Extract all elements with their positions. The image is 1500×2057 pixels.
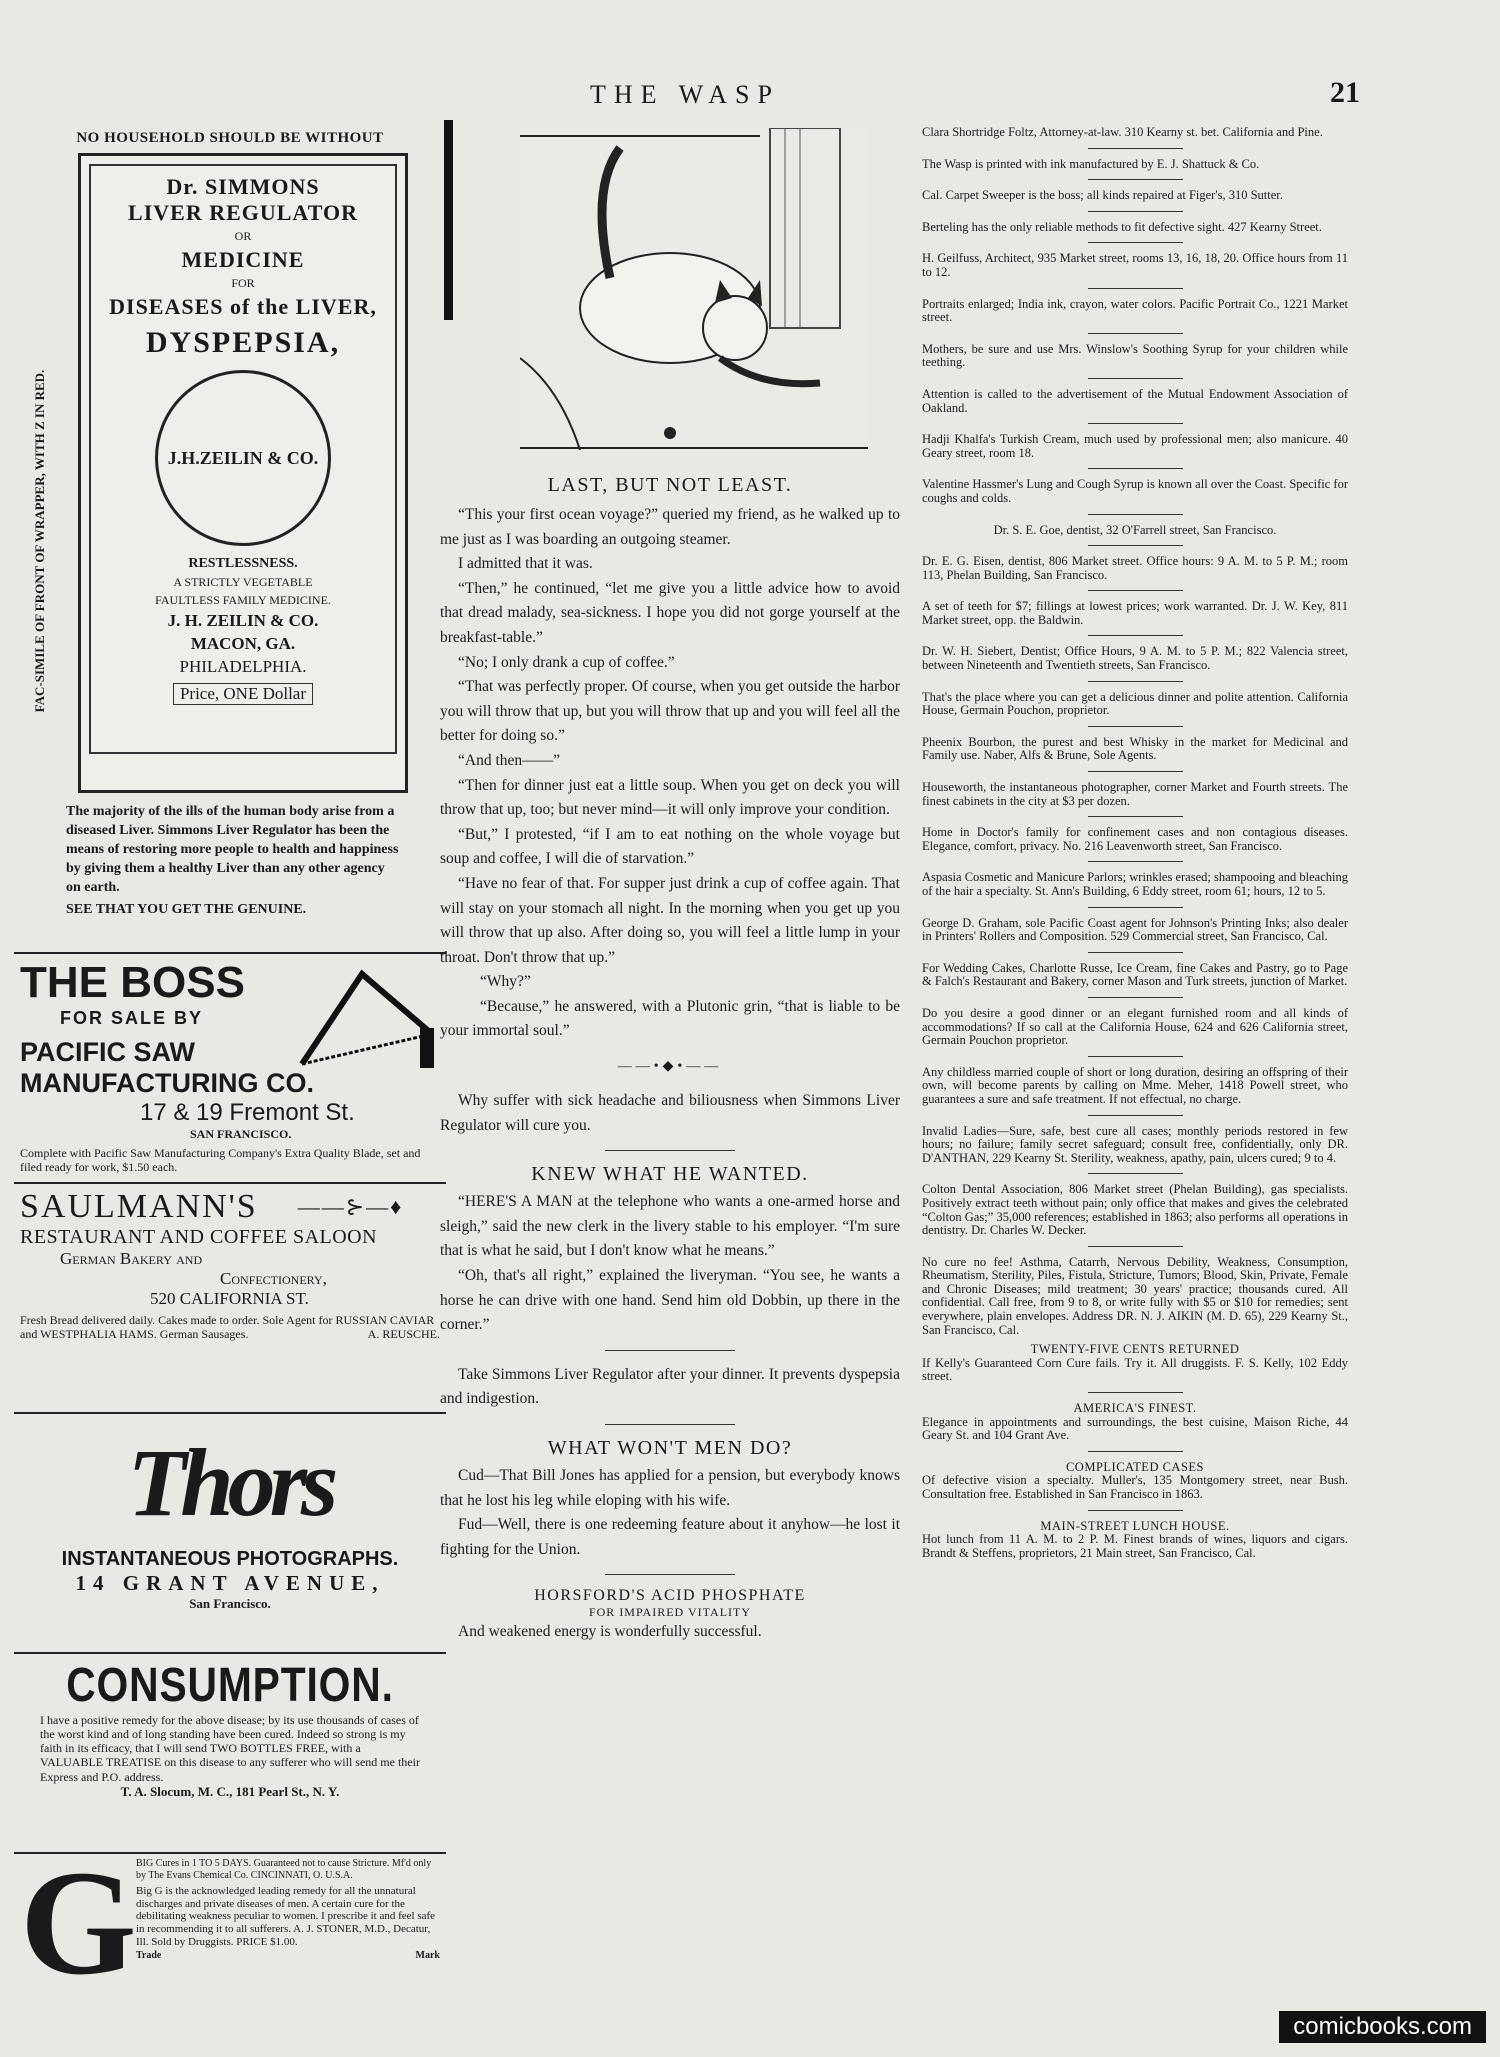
divider xyxy=(1088,423,1183,424)
story1-paragraph: “Because,” he answered, with a Plutonic grin, “that is liable to be your immortal soul.” xyxy=(440,997,900,1040)
divider xyxy=(1088,1246,1183,1247)
simmons-package-illustration xyxy=(78,153,408,793)
genuine-notice: SEE THAT YOU GET THE GENUINE. xyxy=(66,902,307,918)
divider xyxy=(1088,378,1183,379)
classified-item: Attention is called to the advertisement of the Mutual Endowment Association of Oakland. xyxy=(922,386,1348,415)
classified-item: Dr. W. H. Siebert, Dentist; Office Hours, 9 A. M. to 5 P. M.; 822 Valencia street, between Nineteenth and Twentieth streets, San Francisco. xyxy=(922,644,1348,673)
big-g-ad xyxy=(14,1840,446,2024)
page-number: 21 xyxy=(1330,76,1360,109)
box-lower: RESTLESSNESS. xyxy=(188,556,298,571)
classified-item: Hot lunch from 11 A. M. to 2 P. M. Finest brands of wines, liquors and cigars. Brandt & Steffens, proprietors, 21 Main street, San Francisco, Cal. xyxy=(922,1532,1348,1560)
box-line: FOR xyxy=(231,276,255,290)
story1-paragraph: “That was perfectly proper. Of course, when you get outside the harbor you will throw that up, but you will throw that up and you will feel all the better for doing so.” xyxy=(440,678,900,745)
simmons-side-text: FAC-SIMILE OF FRONT OF WRAPPER, WITH Z IN RED. xyxy=(32,369,47,713)
thors-line1: INSTANTANEOUS PHOTOGRAPHS. xyxy=(61,1548,399,1570)
divider xyxy=(1088,211,1183,212)
center-column xyxy=(440,126,900,1986)
box-lower: J. H. ZEILIN & CO. xyxy=(167,611,319,630)
big-g-text xyxy=(130,1858,440,2020)
story1-paragraph: I admitted that it was. xyxy=(458,555,593,573)
classified-item: Aspasia Cosmetic and Manicure Parlors; wrinkles erased; shampooing and bleaching of the hair a specialty. St. Ann's Building, 6 Eddy street, room 61; hours, 12 to 5. xyxy=(922,870,1348,898)
divider xyxy=(605,1350,735,1351)
classified-heading: MAIN-STREET LUNCH HOUSE. xyxy=(1040,1518,1230,1533)
box-lower: FAULTLESS FAMILY MEDICINE. xyxy=(155,593,331,607)
classified-item: The Wasp is printed with ink manufactured by E. J. Shattuck & Co. xyxy=(922,156,1260,171)
classified-column xyxy=(922,126,1348,1986)
divider xyxy=(1088,590,1183,591)
classified-item: Colton Dental Association, 806 Market street (Phelan Building), gas specialists. Positively extract teeth without pain; only office that makes and gives the celebrated “Colton Gas;” 35,000 references; established in 1863; also performs all operations in dentistry. Dr. Charles W. Decker. xyxy=(922,1182,1348,1238)
simmons-description: The majority of the ills of the human body arise from a diseased Liver. Simmons Liver Regulator has been the means of restoring more people to health and happiness by giving them a healthy Liver than any other agency on earth. SEE THAT YOU GET THE GENUINE. xyxy=(20,793,440,924)
regulator-seal: J.H.ZEILIN & CO. xyxy=(155,370,331,546)
horsford-sub: FOR IMPAIRED VITALITY xyxy=(588,1605,752,1620)
saulmann-line2: Confectionery, xyxy=(220,1269,327,1288)
classified-item: Berteling has the only reliable methods to fit defective sight. 427 Kearny Street. xyxy=(922,219,1322,234)
divider xyxy=(1088,1173,1183,1174)
classified-item: George D. Graham, sole Pacific Coast agent for Johnson's Printing Inks; also dealer in Printers' Rollers and Composition. 529 Commercial street, San Francisco, Cal. xyxy=(922,915,1348,944)
classified-item: Dr. E. G. Eisen, dentist, 806 Market street. Office hours: 9 A. M. to 5 P. M.; room 113, Phelan Building, San Francisco. xyxy=(922,554,1348,582)
thors-address: 14 GRANT AVENUE, xyxy=(75,1571,385,1595)
divider xyxy=(1088,1392,1183,1393)
box-lower: MACON, GA. xyxy=(190,634,296,653)
divider xyxy=(1088,726,1183,727)
divider xyxy=(605,1574,735,1575)
story1-paragraph: “But,” I protested, “if I am to eat nothing on the whole voyage but soup and coffee, I will die of starvation.” xyxy=(440,825,900,868)
classified-item: Hadji Khalfa's Turkish Cream, much used by professional men; also manicure. 40 Geary street, room 18. xyxy=(922,432,1348,460)
divider xyxy=(1088,681,1183,682)
divider xyxy=(1088,1115,1183,1116)
masthead xyxy=(440,76,1440,120)
saulmann-address: 520 CALIFORNIA ST. xyxy=(150,1289,309,1308)
classified-item: Dr. S. E. Goe, dentist, 32 O'Farrell street, San Francisco. xyxy=(993,522,1277,537)
story1-paragraph: “Then for dinner just eat a little soup. When you get on deck you will throw that up, too; but never mind—it will only improve your condition. xyxy=(440,776,900,819)
ornament-divider: ——•◆•—— xyxy=(617,1059,723,1075)
boss-city: SAN FRANCISCO. xyxy=(190,1127,292,1141)
story2-body xyxy=(440,1190,900,1338)
story1-title: LAST, BUT NOT LEAST. xyxy=(547,474,793,496)
simmons-note2: Take Simmons Liver Regulator after your dinner. It prevents dyspepsia and indigestion. xyxy=(440,1365,900,1408)
divider xyxy=(1088,242,1183,243)
boss-heading: THE BOSS xyxy=(20,958,245,1007)
story2-paragraph: “Oh, that's all right,” explained the liveryman. “You see, he wants a horse he can drive with one hand. Send him old Dobbin, up there in the corner.” xyxy=(440,1267,900,1334)
watermark: comicbooks.com xyxy=(1279,2011,1486,2043)
divider xyxy=(1088,545,1183,546)
horsford-title: HORSFORD'S ACID PHOSPHATE xyxy=(534,1587,806,1605)
thors-city: San Francisco. xyxy=(189,1596,271,1611)
classified-item: H. Geilfuss, Architect, 935 Market street, rooms 13, 16, 18, 20. Office hours from 11 to 12. xyxy=(922,251,1348,279)
story3-paragraph: Cud—That Bill Jones has applied for a pension, but everybody knows that he lost his leg while eloping with his wife. xyxy=(440,1467,900,1509)
thors-ad xyxy=(14,1414,446,1654)
classified-heading: COMPLICATED CASES xyxy=(1065,1459,1205,1474)
divider xyxy=(1088,635,1183,636)
divider xyxy=(1088,468,1183,469)
boss-for-sale: FOR SALE BY xyxy=(60,1008,204,1028)
simmons-ad xyxy=(14,126,446,954)
trade-label: Trade xyxy=(136,1950,162,1962)
advertisement-column xyxy=(14,126,446,2006)
divider xyxy=(1088,148,1183,149)
divider xyxy=(1088,952,1183,953)
divider xyxy=(1088,179,1183,180)
saulmann-sub: RESTAURANT AND COFFEE SALOON xyxy=(20,1226,378,1248)
classified-item: For Wedding Cakes, Charlotte Russe, Ice Cream, fine Cakes and Pastry, go to Page & Falch's Restaurant and Bakery, corner Mason and Turk streets, junction of Market. xyxy=(922,960,1348,989)
divider xyxy=(605,1424,735,1425)
classified-item: A set of teeth for $7; fillings at lowest prices; work warranted. Dr. J. W. Key, 811 Market street, opp. the Baldwin. xyxy=(922,599,1348,627)
saulmann-signature: A. REUSCHE. xyxy=(367,1327,440,1342)
divider xyxy=(1088,771,1183,772)
classified-item: Mothers, be sure and use Mrs. Winslow's Soothing Syrup for your children while teething. xyxy=(922,341,1348,370)
classified-item: No cure no fee! Asthma, Catarrh, Nervous Debility, Weakness, Consumption, Rheumatism, Sterility, Piles, Fistula, Stricture, Tumors; Blood, Skin, Private, Female and Chronic Diseases; mild treatment; 30 years' practice; thousands cured. All confidential. Call free, from 9 to 8, or write fully with $5 or $10 for remedies; sent everywhere, plain envelopes. Address DR. N. J. AIKIN (M. D. 65), 229 Kearny St., San Francisco, Cal. xyxy=(922,1254,1348,1337)
mark-label: Mark xyxy=(415,1950,440,1962)
divider xyxy=(1088,1510,1183,1511)
consumption-body: I have a positive remedy for the above disease; by its use thousands of cases of the worst kind and of long standing have been cured. Indeed so strong is my faith in its efficacy, that I will send TWO BOTTLES FREE, with a VALUABLE TREATISE on this disease to any sufferer who will send me their Express and P.O. address. xyxy=(40,1713,420,1784)
divider xyxy=(1088,861,1183,862)
story1-body xyxy=(440,503,900,1044)
publication-title: THE WASP xyxy=(590,80,780,109)
classified-item: Pheenix Bourbon, the purest and best Whisky in the market for Medicinal and Family use. Naber, Alfs & Brune, Sole Agents. xyxy=(922,734,1348,763)
classified-item: Elegance in appointments and surroundings, the best cuisine, Maison Riche, 44 Geary St. and 104 Grant Ave. xyxy=(922,1414,1348,1443)
simmons-note1: Why suffer with sick headache and biliousness when Simmons Liver Regulator will cure you. xyxy=(440,1092,900,1134)
big-g-right-text: Big G is the acknowledged leading remedy for all the unnatural discharges and private diseases of men. A certain cure for the debilitating weakness peculiar to women. I prescribe it and feel safe in recommending it to all sufferers. A. J. STONER, M.D., Decatur, Ill. Sold by Druggists. PRICE $1.00. xyxy=(136,1885,436,1948)
classified-item: Of defective vision a specialty. Muller's, 135 Montgomery street, near Bush. Consultation free. Established in San Francisco in 1863. xyxy=(922,1473,1348,1501)
ornament-icon: ——⊱—♦ xyxy=(297,1194,404,1219)
classified-item: Houseworth, the instantaneous photographer, corner Market and Fourth streets. The finest cabinets in the city at $3 per dozen. xyxy=(922,780,1348,808)
box-line: LIVER REGULATOR xyxy=(128,200,358,225)
classified-item: If Kelly's Guaranteed Corn Cure fails. Try it. All druggists. F. S. Kelly, 102 Eddy street. xyxy=(922,1355,1348,1384)
boss-street: 17 & 19 Fremont St. xyxy=(140,1099,355,1126)
classified-item: Cal. Carpet Sweeper is the boss; all kinds repaired at Figer's, 310 Sutter. xyxy=(922,188,1283,203)
divider xyxy=(1088,816,1183,817)
story2-title: KNEW WHAT HE WANTED. xyxy=(531,1163,809,1186)
saulmann-heading: SAULMANN'S ——⊱—♦ xyxy=(20,1188,404,1225)
story1-paragraph: “No; I only drank a cup of coffee.” xyxy=(458,653,675,671)
classified-item: Clara Shortridge Foltz, Attorney-at-law. 310 Kearny st. bet. California and Pine. xyxy=(922,125,1323,139)
classified-heading: TWENTY-FIVE CENTS RETURNED xyxy=(1030,1342,1240,1357)
divider xyxy=(1088,907,1183,908)
box-line: DYSPEPSIA, xyxy=(145,326,341,359)
classified-heading: AMERICA'S FINEST. xyxy=(1073,1401,1197,1416)
box-line: Dr. SIMMONS xyxy=(166,174,320,199)
saw-icon xyxy=(292,964,442,1084)
story1-paragraph: “Have no fear of that. For supper just drink a cup of coffee again. That will stay on your stomach all night. In the morning when you get up you will throw that up also. After doing so, you will feel a little lump in your throat. Don't throw that up.” xyxy=(440,874,900,966)
story2-paragraph: “HERE'S A MAN at the telephone who wants a one-armed horse and sleigh,” said the new clerk in the livery stable to his employer. “I'm sure that is what he said, but I don't know what he means.” xyxy=(440,1193,900,1260)
classified-item: Do you desire a good dinner or an elegant furnished room and all kinds of accommodations? If so call at the California House, 624 and 626 California street, Germain Pouchon proprietor. xyxy=(922,1005,1348,1048)
divider xyxy=(1088,1451,1183,1452)
story1-paragraph: “And then——” xyxy=(458,751,561,769)
divider xyxy=(1088,1056,1183,1057)
box-price: Price, ONE Dollar xyxy=(173,683,313,705)
thors-logo: Thors xyxy=(127,1429,333,1536)
divider xyxy=(1088,288,1183,289)
saulmann-ad xyxy=(14,1184,446,1414)
classified-item: That's the place where you can get a delicious dinner and polite attention. California House, Germain Pouchon, proprietor. xyxy=(922,689,1348,718)
consumption-heading: CONSUMPTION. xyxy=(66,1659,394,1712)
consumption-ad xyxy=(14,1654,446,1854)
big-g-left-text: BIG Cures in 1 TO 5 DAYS. Guaranteed not to cause Stricture. Mf'd only by The Evans Chemical Co. CINCINNATI, O. U.S.A. xyxy=(136,1858,432,1881)
consumption-signature: T. A. Slocum, M. C., 181 Pearl St., N. Y. xyxy=(120,1783,340,1799)
box-lower: A STRICTLY VEGETABLE xyxy=(173,575,313,589)
story1-paragraph: “Then,” he continued, “let me give you a little advice how to avoid that dread malady, sea-sickness. I hope you did not gorge yourself at the breakfast-table.” xyxy=(440,579,900,646)
divider xyxy=(1088,333,1183,334)
story3-title: WHAT WON'T MEN DO? xyxy=(547,1437,793,1459)
divider xyxy=(1088,997,1183,998)
classified-item: Portraits enlarged; India ink, crayon, water colors. Pacific Portrait Co., 1221 Market street. xyxy=(922,296,1348,325)
story3-paragraph: Fud—Well, there is one redeeming feature about it anyhow—he lost it fighting for the Union. xyxy=(440,1516,900,1558)
box-line: DISEASES of the LIVER, xyxy=(109,294,377,319)
classified-item: Any childless married couple of short or long duration, desiring an offspring of their own, will become parents by calling on Mme. Meher, 1418 Powell street, who guarantees a sure and safe treatment. If not effectual, no charge. xyxy=(922,1064,1348,1106)
boss-saw-ad xyxy=(14,954,446,1184)
box-line: OR xyxy=(234,229,252,243)
saulmann-line1: German Bakery and xyxy=(60,1249,203,1268)
box-line: MEDICINE xyxy=(181,247,305,272)
divider xyxy=(1088,514,1183,515)
horsford-text: And weakened energy is wonderfully successful. xyxy=(458,1623,762,1641)
boss-fine-print: Complete with Pacific Saw Manufacturing Company's Extra Quality Blade, set and filed ready for work, $1.50 each. xyxy=(20,1146,421,1175)
story1-paragraph: “Why?” xyxy=(480,973,531,991)
big-g-logo: G xyxy=(20,1840,137,2006)
classified-item: Home in Doctor's family for confinement cases and non contagious diseases. Elegance, comfort, privacy. No. 216 Leavenworth street, San Francisco. xyxy=(922,825,1348,853)
simmons-ad-heading: NO HOUSEHOLD SHOULD BE WITHOUT xyxy=(76,130,384,146)
story3-body xyxy=(440,1464,900,1562)
saulmann-fine-print: Fresh Bread delivered daily. Cakes made to order. Sole Agent for RUSSIAN CAVIAR and WESTPHALIA HAMS. German Sausages. A. REUSCHE. xyxy=(20,1313,440,1342)
story1-paragraph: “This your first ocean voyage?” queried my friend, as he walked up to me just as I was boarding an outgoing steamer. xyxy=(440,506,900,548)
divider xyxy=(605,1150,735,1151)
box-lower: PHILADELPHIA. xyxy=(179,657,307,676)
classified-item: Invalid Ladies—Sure, safe, best cure all cases; monthly periods restored in few hours; no failure; family secret safeguard; consult free, confidentially, only DR. D'ANTHAN, 229 Kearny St. Sterility, weakness, apathy, pain, ulcers cured; 9 to 4. xyxy=(922,1123,1348,1165)
classified-item: Valentine Hassmer's Lung and Cough Syrup is known all over the Coast. Specific for coughs and colds. xyxy=(922,477,1348,505)
boss-company: PACIFIC SAW MANUFACTURING CO. xyxy=(20,1037,314,1098)
